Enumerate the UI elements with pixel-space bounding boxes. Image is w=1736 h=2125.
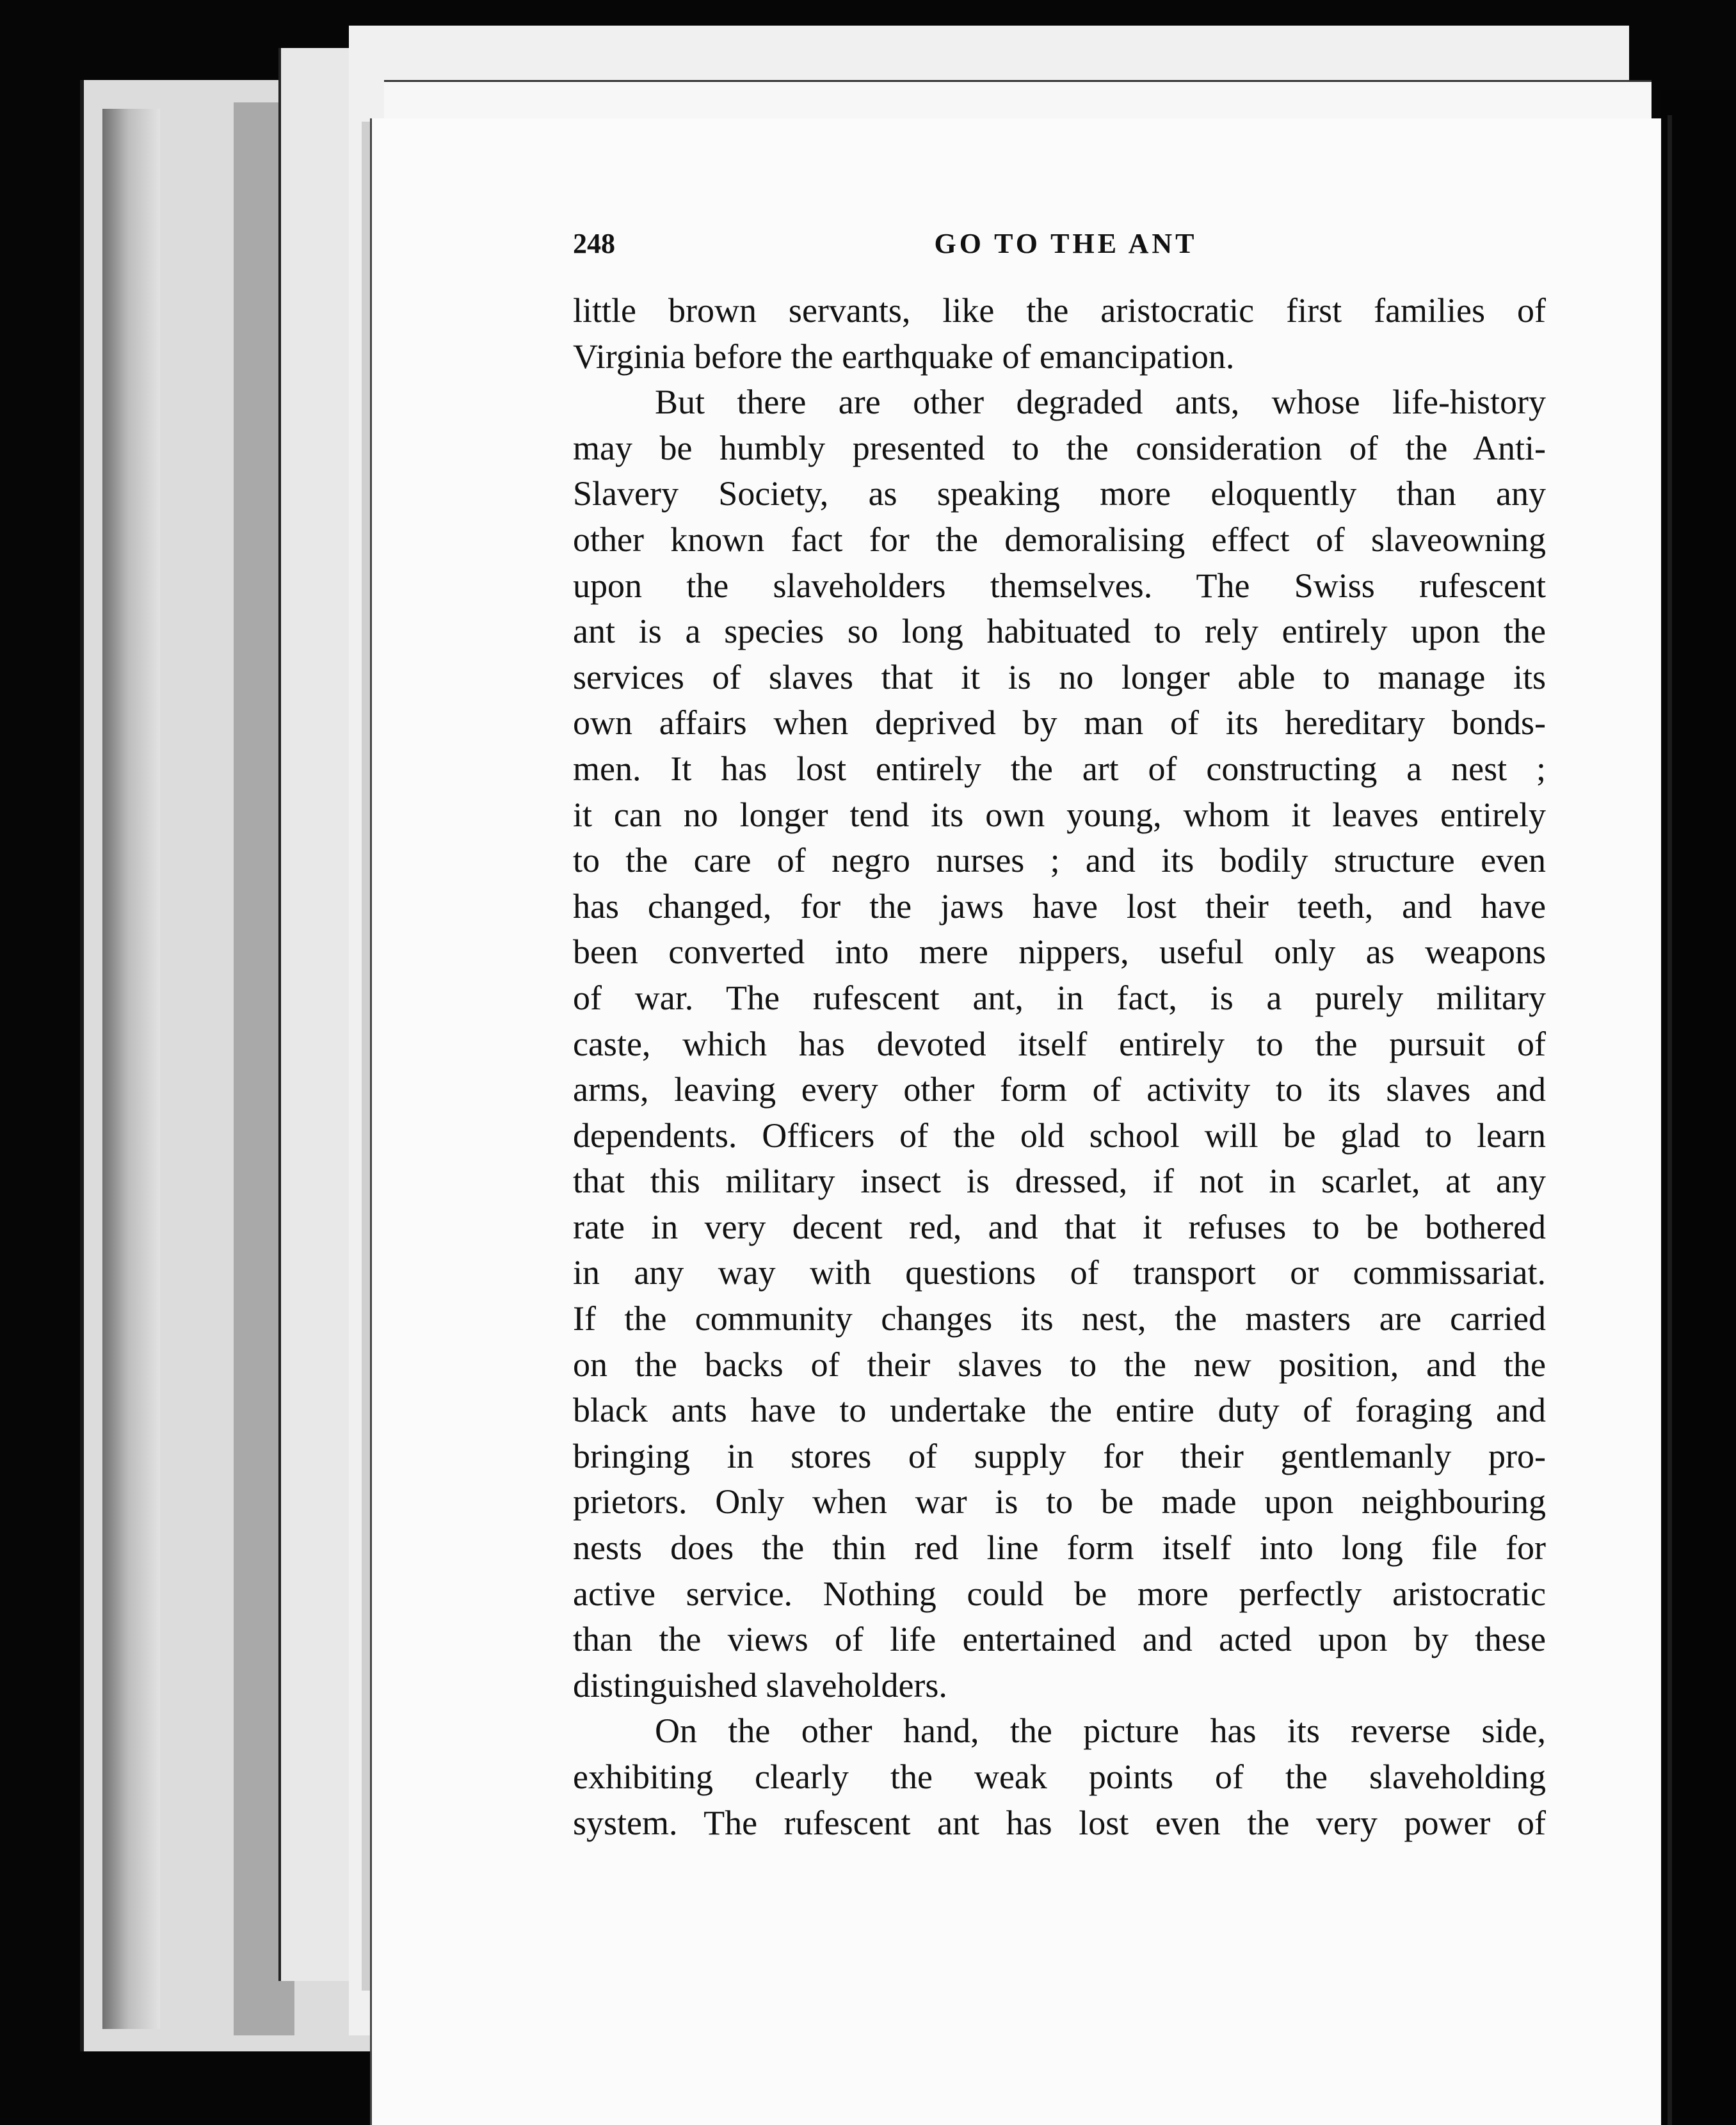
text-line: ant is a species so long habituated to rely entirely upon the <box>573 612 1546 651</box>
page-rule <box>1668 115 1672 2125</box>
text-line: arms, leaving every other form of activity to its slaves and <box>573 1070 1546 1109</box>
text-line: distinguished slaveholders. <box>573 1665 947 1704</box>
text-line: prietors. Only when war is to be made upon neighbouring <box>573 1482 1546 1521</box>
text-line: On the other hand, the picture has its reverse side, <box>655 1712 1546 1751</box>
text-line: been converted into mere nippers, useful only as weapons <box>573 933 1546 972</box>
text-line: upon the slaveholders themselves. The Swiss rufescent <box>573 566 1546 605</box>
text-line: men. It has lost entirely the art of constructing a nest ; <box>573 749 1546 788</box>
text-line: may be humbly presented to the consideration of the Anti- <box>573 428 1546 467</box>
page-number: 248 <box>573 228 615 259</box>
text-line: Slavery Society, as speaking more eloquently than any <box>573 474 1546 513</box>
text-line: little brown servants, like the aristocratic first families of <box>573 291 1546 330</box>
text-line: that this military insect is dressed, if not in scarlet, at any <box>573 1162 1546 1201</box>
text-line: own affairs when deprived by man of its hereditary bonds- <box>573 703 1546 742</box>
text-line: than the views of life entertained and acted upon by these <box>573 1620 1546 1659</box>
text-line: active service. Nothing could be more perfectly aristocratic <box>573 1574 1546 1613</box>
text-line: it can no longer tend its own young, whom it leaves entirely <box>573 795 1546 834</box>
text-line: rate in very decent red, and that it refuses to be bothered <box>573 1207 1546 1246</box>
binding-shadow <box>1661 90 1736 2125</box>
text-line: on the backs of their slaves to the new position, and the <box>573 1345 1546 1384</box>
text-line: in any way with questions of transport or commissariat. <box>573 1253 1546 1292</box>
text-line: of war. The rufescent ant, in fact, is a purely military <box>573 978 1546 1017</box>
text-line: caste, which has devoted itself entirely to the pursuit of <box>573 1024 1546 1063</box>
text-line: other known fact for the demoralising effect of slaveowning <box>573 520 1546 559</box>
text-line: exhibiting clearly the weak points of the slaveholding <box>573 1758 1546 1796</box>
page-edge-shadow <box>102 109 160 2029</box>
body-text <box>573 288 1546 1846</box>
text-line: system. The rufescent ant has lost even the very power of <box>573 1803 1546 1842</box>
text-line: dependents. Officers of the old school will be glad to learn <box>573 1116 1546 1155</box>
text-line: black ants have to undertake the entire duty of foraging and <box>573 1391 1546 1430</box>
text-line: But there are other degraded ants, whose life-history <box>655 383 1546 422</box>
text-line: nests does the thin red line form itself into long file for <box>573 1528 1546 1568</box>
text-line: Virginia before the earthquake of emancipation. <box>573 337 1235 376</box>
text-line: to the care of negro nurses ; and its bodily structure even <box>573 841 1546 880</box>
text-line: bringing in stores of supply for their gentlemanly pro- <box>573 1436 1546 1475</box>
running-title: GO TO THE ANT <box>934 228 1198 259</box>
page-header <box>573 227 1559 266</box>
text-line: has changed, for the jaws have lost their teeth, and have <box>573 886 1546 926</box>
text-line: services of slaves that it is no longer able to manage its <box>573 657 1546 696</box>
text-line: If the community changes its nest, the masters are carried <box>573 1299 1546 1338</box>
